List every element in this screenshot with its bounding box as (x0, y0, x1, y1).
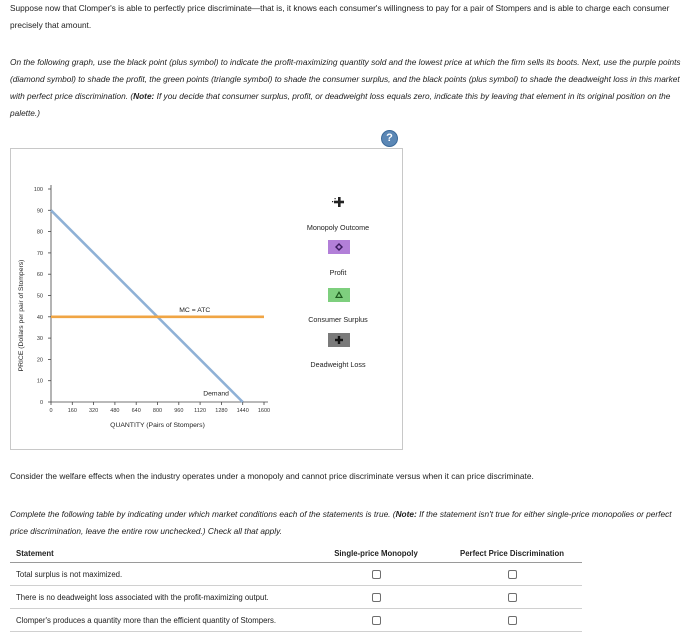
header-single-price-monopoly: Single-price Monopoly (310, 545, 442, 563)
single-price-cell (310, 586, 442, 609)
y-tick-label: 60 (36, 272, 43, 279)
statement-text: Clomper's produces a quantity more than the efficient quantity of Stompers. (10, 609, 310, 632)
table-row (10, 563, 582, 586)
table-row (10, 609, 582, 632)
welfare-text: Consider the welfare effects when the industry operates under a monopoly and cannot price discriminate versus when it can price discriminate. (10, 471, 534, 481)
statement-text: Total surplus is not maximized. (10, 563, 310, 586)
mc-atc-label: MC = ATC (179, 306, 211, 314)
table-instructions-part2: If the statement isn't true for either single-price monopolies or perfect price discrimination, leave the entire row unchecked.) Check all that apply. (10, 509, 672, 536)
help-icon[interactable]: ? (381, 130, 398, 147)
table-header-row (10, 545, 582, 563)
y-tick-label: 30 (36, 336, 43, 343)
x-tick-label: 960 (174, 408, 184, 414)
perfect-discrimination-cell (442, 609, 582, 632)
y-tick-label: 40 (36, 314, 43, 321)
palette-deadweight-loss[interactable] (328, 333, 350, 347)
palette-consumer-surplus[interactable] (328, 288, 350, 302)
plus-icon (328, 333, 350, 347)
plus-icon (332, 195, 346, 209)
instructions-part1: On the following graph, use the black point (plus symbol) to indicate the profit-maximizing quantity sold and the lowest price at which the firm sells its boots. Next, use the purple points (diamond symbol) to shade the profit, the green points (triangle symbol) to shade the consumer surplus, and the black points (plus symbol) to shade the deadweight loss in this market with perfect price discrimination. ( (10, 57, 681, 101)
perfect-discrimination-checkbox[interactable] (508, 616, 517, 625)
palette-profit[interactable] (328, 240, 350, 254)
table-instructions (10, 506, 682, 540)
perfect-discrimination-cell (442, 563, 582, 586)
perfect-discrimination-checkbox[interactable] (508, 593, 517, 602)
table-instructions-note-label: Note: (395, 509, 417, 519)
palette-label-consumer-surplus: Consumer Surplus (308, 315, 368, 324)
triangle-icon (328, 288, 350, 302)
table-row (10, 586, 582, 609)
y-tick-label: 20 (36, 357, 43, 364)
perfect-discrimination-checkbox[interactable] (508, 570, 517, 579)
palette-label-deadweight-loss: Deadweight Loss (310, 360, 366, 369)
y-tick-label: 80 (36, 229, 43, 236)
x-tick-label: 640 (131, 408, 141, 414)
demand-curve (51, 210, 243, 402)
single-price-checkbox[interactable] (372, 616, 381, 625)
single-price-checkbox[interactable] (372, 570, 381, 579)
y-axis-label: PRICE (Dollars per pair of Stompers) (18, 259, 25, 372)
statements-table (10, 545, 582, 632)
table-instructions-part1: Complete the following table by indicating under which market conditions each of the statements is true. ( (10, 509, 396, 519)
x-tick-label: 320 (89, 408, 99, 414)
y-tick-label: 90 (36, 208, 43, 215)
single-price-cell (310, 609, 442, 632)
y-tick-label: 10 (36, 378, 43, 385)
single-price-checkbox[interactable] (372, 593, 381, 602)
header-perfect-price-discrimination: Perfect Price Discrimination (442, 545, 582, 563)
graph-panel (10, 148, 403, 450)
instructions-note-label: Note: (133, 91, 155, 101)
graph-instructions (10, 54, 682, 122)
y-tick-label: 50 (36, 293, 43, 300)
demand-label: Demand (203, 390, 229, 398)
instructions-part2: If you decide that consumer surplus, profit, or deadweight loss equals zero, indicate this by leaving that element in its original position on the palette.) (10, 91, 671, 118)
perfect-discrimination-cell (442, 586, 582, 609)
header-statement: Statement (10, 545, 310, 563)
y-tick-label: 100 (33, 187, 43, 193)
x-tick-label: 160 (67, 408, 77, 414)
palette-label-profit: Profit (329, 268, 347, 277)
intro-text: Suppose now that Clomper's is able to perfectly price discriminate—that is, it knows each consumer's willingness to pay for a pair of Stompers and is able to charge each consumer precisely that amount. (10, 3, 670, 30)
palette-label-monopoly-outcome: Monopoly Outcome (306, 223, 370, 232)
y-tick-label: 0 (39, 400, 43, 406)
palette-monopoly-outcome[interactable] (332, 195, 346, 209)
diamond-icon (328, 240, 350, 254)
x-axis-label: QUANTITY (Pairs of Stompers) (110, 422, 205, 429)
y-tick-label: 70 (36, 250, 43, 257)
x-tick-label: 1600 (257, 408, 271, 414)
x-tick-label: 800 (152, 408, 163, 414)
x-tick-label: 1120 (194, 408, 207, 414)
x-tick-label: 1440 (236, 408, 249, 414)
x-tick-label: 0 (49, 408, 53, 414)
x-tick-label: 480 (110, 408, 120, 414)
single-price-cell (310, 563, 442, 586)
x-tick-label: 1280 (215, 408, 228, 414)
statement-text: There is no deadweight loss associated with the profit-maximizing output. (10, 586, 310, 609)
